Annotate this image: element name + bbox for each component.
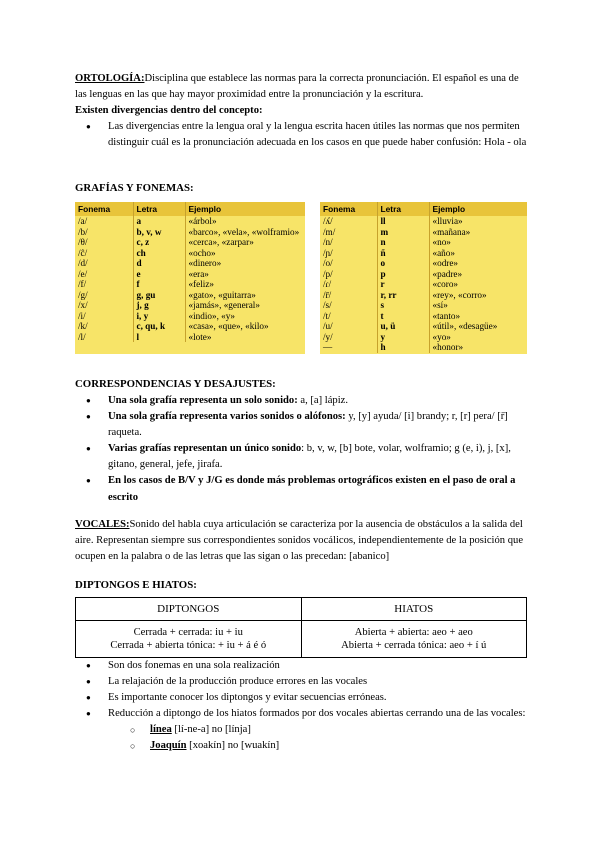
- example-cell: «jamás», «general»: [188, 300, 260, 310]
- header-fonema: Fonema: [75, 202, 133, 216]
- item-bold: Varias grafías representan un único sonido: [108, 443, 302, 455]
- hiato-rule: Abierta + cerrada tónica: aeo + í ú: [341, 640, 487, 651]
- phoneme-cell: /d/: [75, 258, 133, 269]
- letter-cell: e: [133, 269, 185, 280]
- list-item: [75, 441, 530, 473]
- letter-cell: u, ü: [377, 321, 429, 332]
- phoneme-cell: /m/: [320, 227, 377, 238]
- header-ejemplo: Ejemplo: [185, 202, 305, 216]
- phoneme-cell: /ʎ/: [320, 216, 377, 227]
- phoneme-cell: /n/: [320, 237, 377, 248]
- letter-cell: o: [377, 258, 429, 269]
- phoneme-row: [320, 248, 527, 259]
- letter-cell: y: [377, 332, 429, 343]
- phoneme-row: [75, 300, 305, 311]
- phoneme-cell: /g/: [75, 290, 133, 301]
- example-cell: «ocho»: [188, 247, 216, 258]
- phoneme-row: [75, 258, 305, 269]
- phoneme-cell: /θ/: [75, 237, 133, 248]
- letter-cell: c, qu, k: [133, 321, 185, 332]
- phoneme-cell: /l/: [75, 332, 133, 343]
- list-item: [75, 409, 530, 441]
- divergencias-subheading: Existen divergencias dentro del concepto:: [75, 105, 263, 116]
- phoneme-row: [75, 237, 305, 248]
- examples-sublist: [108, 722, 530, 754]
- phoneme-cell: /ɾ/: [320, 279, 377, 290]
- letter-cell: r, rr: [377, 290, 429, 301]
- phoneme-cell: /p/: [320, 269, 377, 280]
- example-cell: «barco», «vela», «wolframio»: [188, 226, 300, 237]
- letter-cell: ch: [133, 248, 185, 259]
- letter-cell: p: [377, 269, 429, 280]
- letter-cell: n: [377, 237, 429, 248]
- item-text: : b, v, w, [b] bote, volar, wolframio; g (e, i), j, [x], gitano, general, jefe, jirafa.: [108, 443, 511, 471]
- phoneme-cell: /s/: [320, 300, 377, 311]
- phoneme-cell: /i/: [75, 311, 133, 322]
- letter-cell: ñ: [377, 248, 429, 259]
- list-item: ● Son dos fonemas en una sola realización: [75, 658, 530, 674]
- phoneme-row: [320, 269, 527, 280]
- example-cell: «indio», «y»: [188, 310, 235, 321]
- header-ejemplo: Ejemplo: [429, 202, 527, 216]
- phoneme-row: [320, 279, 527, 290]
- example-word: línea: [150, 724, 172, 736]
- phoneme-cell: /o/: [320, 258, 377, 269]
- vocales-term: VOCALES:: [75, 519, 130, 530]
- phoneme-row: [320, 300, 527, 311]
- hiatos-cell: [301, 621, 527, 658]
- example-cell: «mañana»: [432, 226, 471, 237]
- phoneme-table-left: [75, 202, 305, 354]
- diptongos-column-header: DIPTONGOS: [76, 598, 302, 621]
- phoneme-row: [75, 279, 305, 290]
- phoneme-row: [320, 321, 527, 332]
- hiato-rule: Abierta + abierta: aeo + aeo: [354, 627, 473, 638]
- phoneme-cell: /a/: [75, 216, 133, 227]
- diptongos-hiatos-table: [75, 597, 527, 658]
- phoneme-cell: /t/: [320, 311, 377, 322]
- example-cell: «dinero»: [188, 258, 222, 268]
- letter-cell: j, g: [133, 300, 185, 311]
- example-cell: «honor»: [432, 342, 464, 352]
- list-item: [75, 706, 530, 754]
- diptongo-rule: Cerrada + abierta tónica: + iu + á é ó: [110, 640, 267, 651]
- example-cell: «lote»: [188, 331, 212, 342]
- phoneme-cell: /k/: [75, 321, 133, 332]
- diptongo-rule: Cerrada + cerrada: iu + iu: [133, 627, 243, 638]
- item-text: y, [y] ayuda/ [i] brandy; r, [r] pera/ [r̄] raqueta.: [108, 411, 508, 439]
- header-letra: Letra: [133, 202, 185, 216]
- example-cell: «tanto»: [432, 310, 461, 321]
- ortologia-bullet-list: [75, 119, 530, 151]
- phoneme-cell: /y/: [320, 332, 377, 343]
- list-item: [75, 393, 530, 409]
- correspondencias-heading: CORRESPONDENCIAS Y DESAJUSTES:: [75, 378, 276, 390]
- letter-cell: l: [133, 332, 185, 343]
- item-bold: En los casos de B/V y J/G es donde más problemas ortográficos existen en el paso de oral a escrito: [108, 475, 516, 503]
- example-cell: «padre»: [432, 268, 463, 279]
- phoneme-cell: /u/: [320, 321, 377, 332]
- phoneme-row: [320, 332, 527, 343]
- phoneme-row: [320, 342, 527, 353]
- letter-cell: s: [377, 300, 429, 311]
- header-fonema: Fonema: [320, 202, 377, 216]
- letter-cell: t: [377, 311, 429, 322]
- phoneme-cell: /e/: [75, 269, 133, 280]
- phoneme-table-right: [320, 202, 527, 354]
- example-cell: «no»: [432, 237, 451, 247]
- phoneme-cell: /f/: [75, 279, 133, 290]
- phoneme-row: [320, 290, 527, 301]
- item-text: Reducción a diptongo de los hiatos formados por dos vocales abiertas cerrando una de las vocales:: [108, 708, 526, 720]
- example-text: [xoakín] no [wuakín]: [186, 740, 280, 752]
- letter-cell: i, y: [133, 311, 185, 322]
- hiatos-column-header: HIATOS: [301, 598, 527, 621]
- phoneme-row: [75, 227, 305, 238]
- correspondencias-list: [75, 393, 530, 506]
- phoneme-row: [320, 311, 527, 322]
- list-item: ● Es importante conocer los diptongos y evitar secuencias erróneas.: [75, 690, 530, 706]
- example-cell: «lluvia»: [432, 216, 463, 226]
- phoneme-row: [75, 321, 305, 332]
- vocales-paragraph: [75, 517, 527, 566]
- header-letra: Letra: [377, 202, 429, 216]
- letter-cell: a: [133, 216, 185, 227]
- phoneme-row: [75, 216, 305, 227]
- phoneme-row: [320, 227, 527, 238]
- letter-cell: d: [133, 258, 185, 269]
- phoneme-row: [320, 258, 527, 269]
- phoneme-cell: /ĉ/: [75, 248, 133, 259]
- phoneme-row: [320, 237, 527, 248]
- item-text: a, [a] lápiz.: [297, 395, 349, 406]
- example-cell: «casa», «que», «kilo»: [188, 321, 269, 331]
- letter-cell: c, z: [133, 237, 185, 248]
- example-cell: «coro»: [432, 279, 459, 289]
- list-item: [75, 473, 530, 505]
- phoneme-cell: /r̄/: [320, 290, 377, 301]
- diptongos-cell: [76, 621, 302, 658]
- example-cell: «era»: [188, 268, 209, 279]
- example-cell: «sí»: [432, 300, 448, 310]
- letter-cell: h: [377, 342, 429, 353]
- letter-cell: g, gu: [133, 290, 185, 301]
- list-item: ● Las divergencias entre la lengua oral y la lengua escrita hacen útiles las normas que nos permiten distinguir cuál es la pronunciación adecuada en los casos en que puede haber confusión: Hola - ola: [75, 119, 530, 151]
- ortologia-term: ORTOLOGÍA:: [75, 73, 145, 84]
- grafias-heading: GRAFÍAS Y FONEMAS:: [75, 182, 194, 194]
- item-bold: Una sola grafía representa varios sonidos o alófonos:: [108, 411, 346, 423]
- phoneme-row: [75, 311, 305, 322]
- phoneme-row: [75, 248, 305, 259]
- example-item: [108, 738, 530, 754]
- letter-cell: r: [377, 279, 429, 290]
- vocales-definition: Sonido del habla cuya articulación se caracteriza por la ausencia de obstáculos a la salida del aire. Representan siempre sus correspondientes sonidos vocálicos, independientemente de la posición que ocupen en la palabra o de las letras que las sigan o las precedan: [abanico]: [75, 519, 524, 563]
- phoneme-cell: /b/: [75, 227, 133, 238]
- phoneme-cell: —: [320, 342, 377, 353]
- example-item: [108, 722, 530, 738]
- example-text: [lí-ne-a] no [línja]: [171, 724, 251, 736]
- ortologia-definition: Disciplina que establece las normas para la correcta pronunciación. El español es una de las lenguas en las que hay mayor proximidad entre la pronunciación y la escritura.: [75, 73, 519, 101]
- example-cell: «útil», «desagüe»: [432, 321, 498, 331]
- ortologia-paragraph: [75, 71, 527, 103]
- example-cell: «odre»: [432, 258, 459, 268]
- example-cell: «feliz»: [188, 279, 215, 289]
- phoneme-row: [75, 290, 305, 301]
- diptongos-list: [75, 658, 530, 755]
- phoneme-row: [75, 269, 305, 280]
- letter-cell: m: [377, 227, 429, 238]
- example-cell: «árbol»: [188, 216, 217, 226]
- phoneme-row: [320, 216, 527, 227]
- letter-cell: b, v, w: [133, 227, 185, 238]
- example-cell: «cerca», «zarpar»: [188, 237, 254, 247]
- letter-cell: ll: [377, 216, 429, 227]
- example-cell: «gato», «guitarra»: [188, 289, 256, 300]
- phoneme-cell: /x/: [75, 300, 133, 311]
- example-cell: «yo»: [432, 331, 451, 342]
- phoneme-cell: /ɲ/: [320, 248, 377, 259]
- item-bold: Una sola grafía representa un solo sonido:: [108, 395, 298, 406]
- example-cell: «año»: [432, 247, 455, 258]
- example-cell: «rey», «corro»: [432, 289, 487, 300]
- list-item: ● La relajación de la producción produce errores en las vocales: [75, 674, 530, 690]
- phoneme-row: [75, 332, 305, 343]
- letter-cell: f: [133, 279, 185, 290]
- example-word: Joaquín: [150, 740, 187, 752]
- diptongos-heading: DIPTONGOS E HIATOS:: [75, 579, 197, 591]
